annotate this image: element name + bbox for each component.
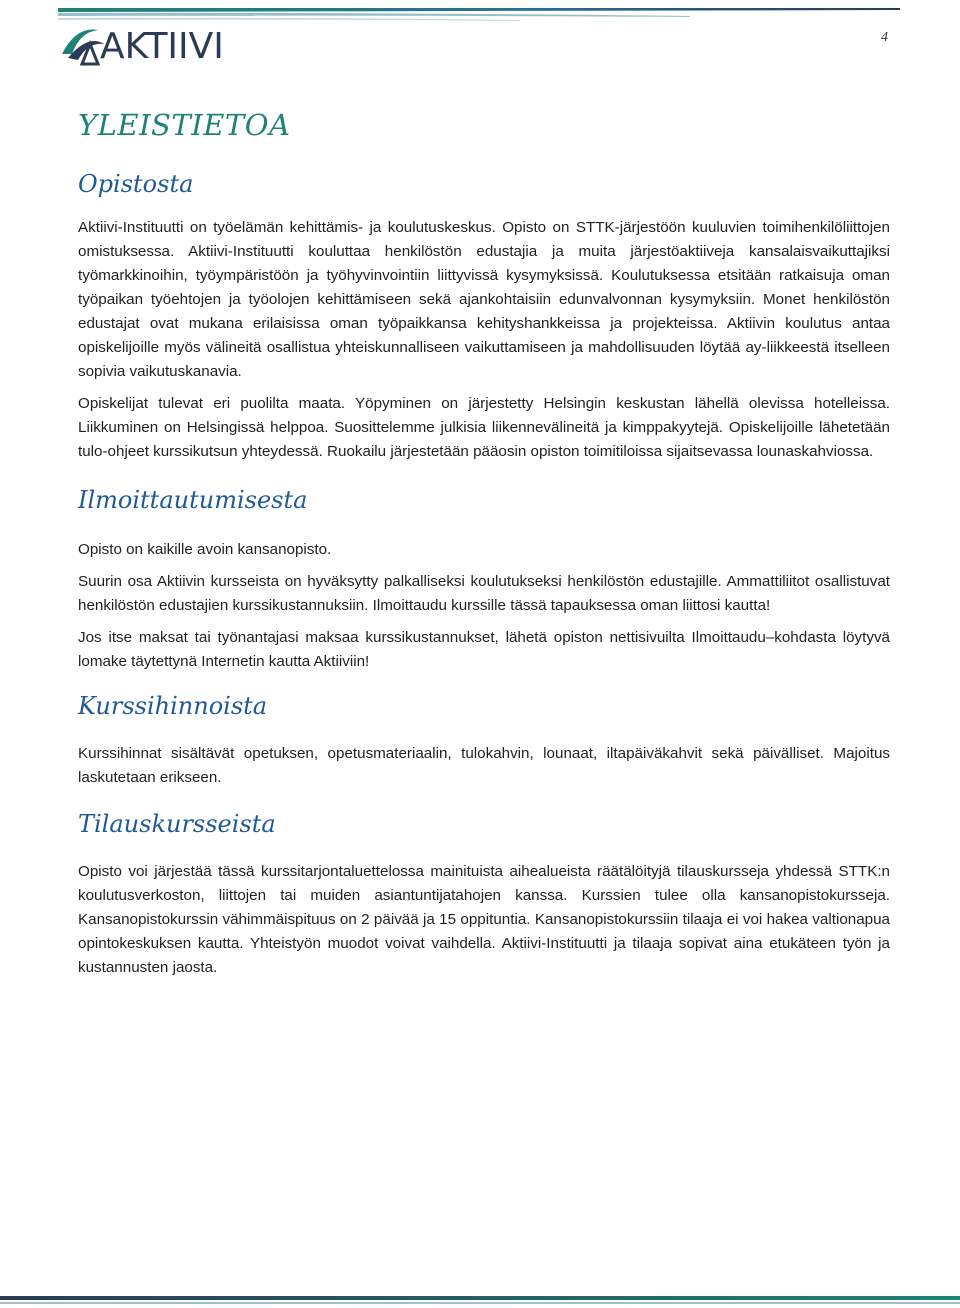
section-heading: Tilauskursseista: [78, 810, 276, 838]
page-title: YLEISTIETOA: [78, 108, 291, 142]
paragraph: Opisto voi järjestää tässä kurssitarjontaluettelossa mainituista aihealueista räätälöityjä tilauskursseja yhdessä STTK:n koulutusverkoston, liittojen tai muiden asiantuntijatahojen kanssa. Kurssien tulee olla kansanopistokursseja. Kansanopistokurssin vähimmäispituus on 2 päivää ja 15 oppituntia. Kansanopistokurssiin tilaaja ei voi hakea valtionapua opintokeskuksen kautta. Yhteistyön muodot voivat vaihdella. Aktiivi-Instituutti ja tilaaja sopivat aina etukäteen työn ja kustannusten jaosta.: [78, 863, 890, 976]
logo-wordmark: AKTIIVI: [100, 26, 224, 67]
paragraph: Opiskelijat tulevat eri puolilta maata. Yöpyminen on järjestetty Helsingin keskustan lähellä olevissa hotelleissa. Liikkuminen on Helsingissä helppoa. Suosittelemme julkisia liikennevälineitä ja kimppakyytejä. Opiskelijoille lähetetään tulo-ohjeet kurssikutsun yhteydessä. Ruokailu järjestetään pääosin opiston toimitiloissa sijaitsevassa lounaskahviossa.: [78, 395, 890, 460]
section-ilmoittautumisesta: [78, 486, 890, 674]
paragraph: Kurssihinnat sisältävät opetuksen, opetusmateriaalin, tulokahvin, lounaat, iltapäiväkahvit sekä päivälliset. Majoitus laskutetaan erikseen.: [78, 745, 890, 786]
main-content: [78, 100, 890, 980]
page-number: 4: [881, 30, 888, 45]
section-heading: Kurssihinnoista: [78, 692, 268, 720]
section-heading: Ilmoittautumisesta: [78, 486, 308, 514]
section-tilauskursseista: [78, 810, 890, 980]
footer-band: [0, 1294, 960, 1308]
section-heading: Opistosta: [78, 170, 194, 198]
section-kurssihinnoista: [78, 692, 890, 790]
paragraph: Suurin osa Aktiivin kursseista on hyväksytty palkalliseksi koulutukseksi henkilöstön edustajille. Ammattiliitot osallistuvat henkilöstön edustajien kurssikustannuksiin. Ilmoittaudu kurssille tässä tapauksessa oman liittosi kautta!: [78, 573, 890, 614]
paragraph: Jos itse maksat tai työnantajasi maksaa kurssikustannukset, lähetä opiston nettisivuilta Ilmoittaudu–kohdasta löytyvä lomake täytettynä Internetin kautta Aktiiviin!: [78, 629, 890, 670]
paragraph: Opisto on kaikille avoin kansanopisto.: [78, 541, 332, 558]
paragraph: Aktiivi-Instituutti on työelämän kehittämis- ja koulutuskeskus. Opisto on STTK-järjestöön kuuluvien toimihenkilöliittojen omistuksessa. Aktiivi-Instituutti kouluttaa henkilöstön edustajia ja muita järjestöaktiiveja kansalaisvaikuttajiksi työmarkkinoihin, työympäristöön ja työhyvinvointiin liittyvissä kysymyksissä. Koulutuksessa etsitään ratkaisuja oman työpaikan työehtojen ja työolojen kehittämiseen sekä ajankohtaisiin edunvalvonnan kysymyksiin. Monet henkilöstön edustajat ovat mukana erilaisissa oman työpaikkansa kehityshankkeissa ja projekteissa. Aktiivin koulutus antaa opiskelijoille myös välineitä osallistua yhteiskunnalliseen vaikuttamiseen ja mahdollisuuden löytää ay-liikkeestä itselleen sopivia vaikutuskanavia.: [78, 219, 890, 380]
section-opistosta: [78, 170, 890, 464]
